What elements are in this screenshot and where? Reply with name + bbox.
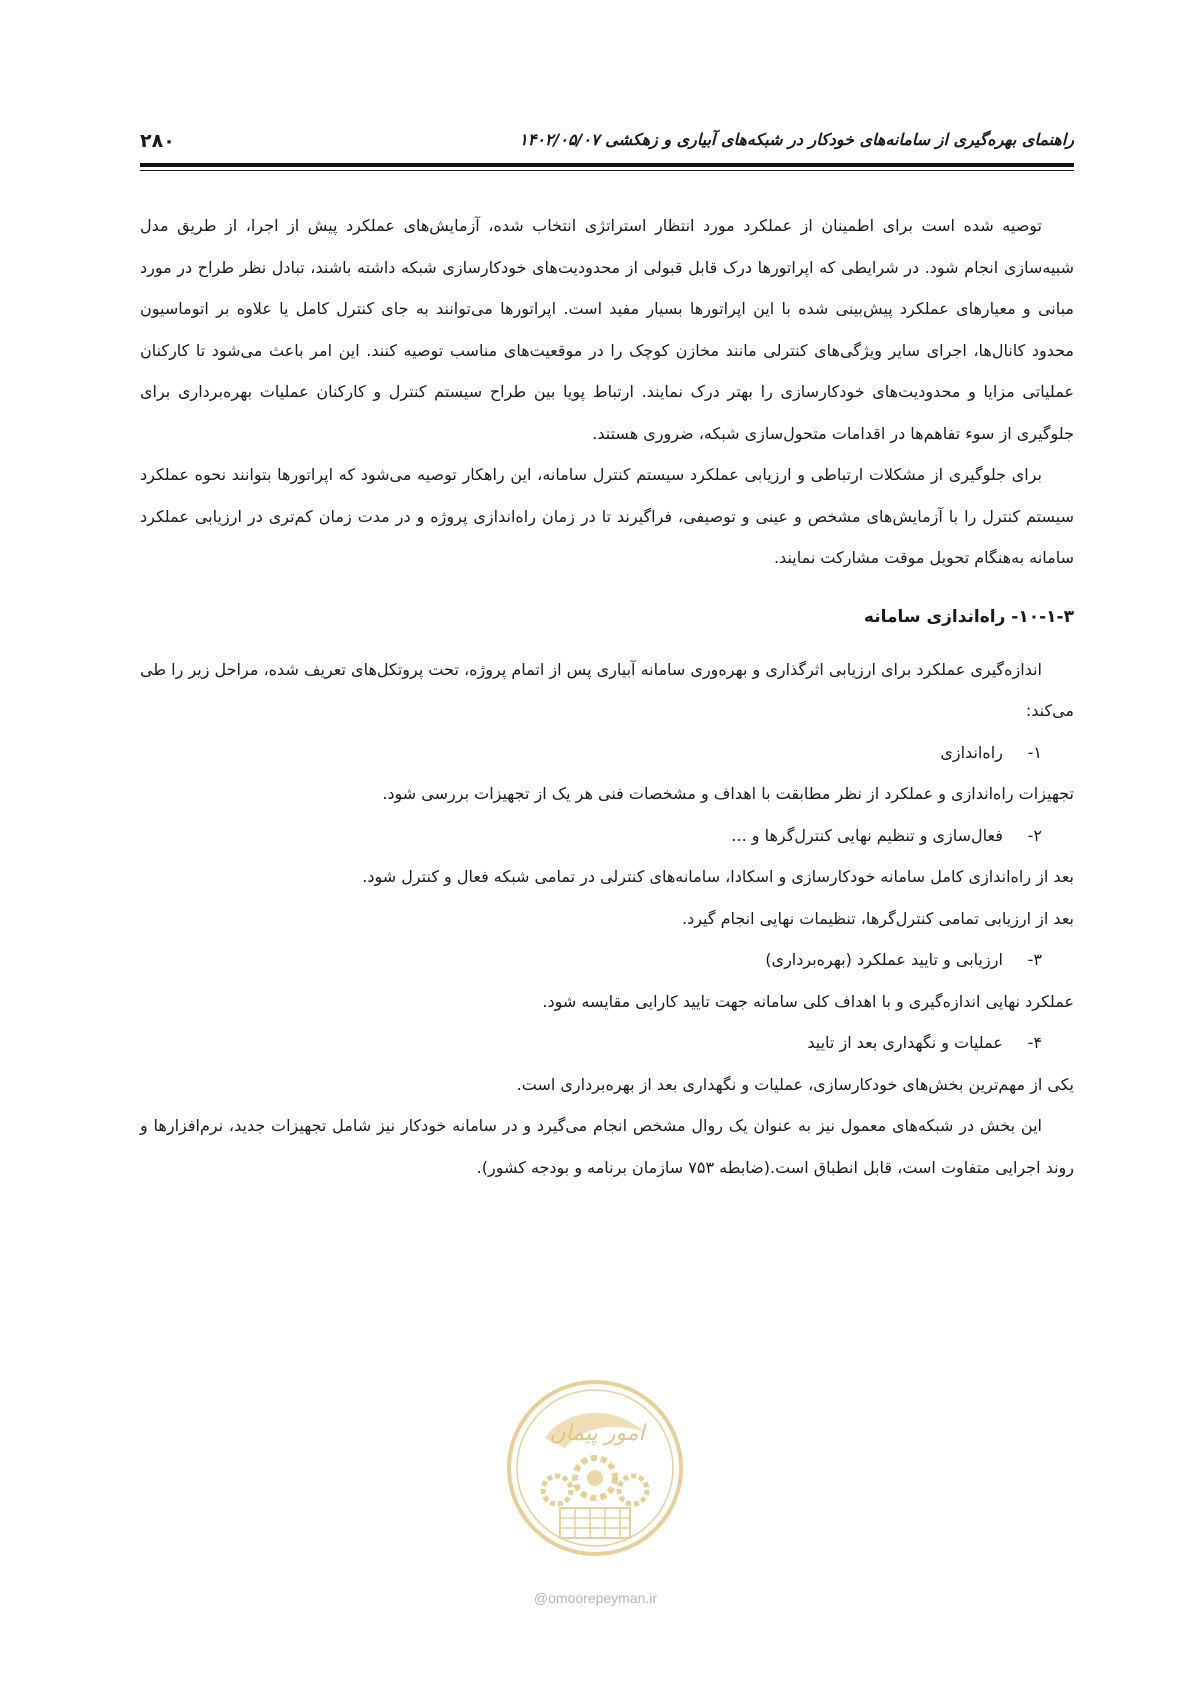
watermark-text: @omoorepeyman.ir bbox=[533, 1590, 658, 1606]
header-rule-thin bbox=[140, 170, 1074, 171]
paragraph-4: این بخش در شبکه‌های معمول نیز به عنوان یک روال مشخص انجام می‌گیرد و در سامانه خودکار نیز شامل تجهیزات جدید، نرم‌افزارها و روند اجرایی متفاوت است، قابل انطباق است.(ضابطه ۷۵۳ سازمان برنامه و بودجه کشور). bbox=[140, 1116, 1074, 1177]
running-title bbox=[491, 130, 1074, 149]
list-number: ۳- bbox=[1027, 950, 1042, 969]
list-description: عملکرد نهایی اندازه‌گیری و با اهداف کلی سامانه جهت تایید کارایی مقایسه شود. bbox=[542, 991, 1074, 1011]
list-number: ۲- bbox=[1027, 825, 1042, 845]
list-number: ۴- bbox=[1027, 1033, 1042, 1052]
section-heading: ۱۰-۱-۳- راه‌اندازی سامانه bbox=[863, 606, 1074, 627]
document-body bbox=[140, 205, 1074, 1188]
page-number: ۲۸۰ bbox=[140, 130, 175, 152]
paragraph-3: اندازه‌گیری عملکرد برای ارزیابی اثرگذاری و بهره‌وری سامانه آبیاری پس از اتمام پروژه، تحت پروتکل‌های تعریف شده، مراحل زیر را طی می‌کند: bbox=[140, 659, 1074, 720]
list-label: راه‌اندازی bbox=[940, 742, 1003, 762]
list-description: تجهیزات راه‌اندازی و عملکرد از نظر مطابقت با اهداف و مشخصات فنی هر یک از تجهیزات بررسی شود. bbox=[382, 784, 1074, 803]
omoorepeyman-logo-icon bbox=[505, 1378, 685, 1558]
list-item bbox=[140, 732, 1074, 774]
list-label: عملیات و نگهداری بعد از تایید bbox=[807, 1033, 1003, 1052]
list-item bbox=[140, 939, 1074, 981]
page-header bbox=[140, 122, 1074, 162]
header-title: راهنمای بهره‌گیری از سامانه‌های خودکار در شبکه‌های آبیاری و زهکشی bbox=[605, 130, 1074, 149]
paragraph-2: برای جلوگیری از مشکلات ارتباطی و ارزیابی عملکرد سیستم کنترل سامانه، این راهکار توصیه می‌شود که اپراتورها بتوانند نحوه عملکرد سیستم کنترل را با آزمایش‌های مشخص و عینی و توصیفی، فراگیرند تا در زمان راه‌اندازی پروژه و در مدت زمان کم‌تری در ارزیابی عملکرد سامانه به‌هنگام تحویل موقت مشارکت نمایند. bbox=[140, 465, 1074, 567]
list-description: بعد از راه‌اندازی کامل سامانه خودکارسازی و اسکادا، سامانه‌های کنترلی در تمامی شبکه فعال و کنترل شود. bbox=[362, 867, 1074, 886]
list-label: ارزیابی و تایید عملکرد (بهره‌برداری) bbox=[765, 950, 1003, 969]
paragraph-1: توصیه شده است برای اطمینان از عملکرد مورد انتظار استراتژی انتخاب شده، آزمایش‌های عملکرد پیش از اجرا، از طریق مدل شبیه‌سازی انجام شود. در شرایطی که اپراتورها درک قابل قبولی از محدودیت‌های خودکارسازی شبکه داشته باشند، تبادل نظر طراح در مورد مبانی و معیارهای عملکرد پیش‌بینی شده با این اپراتورها بسیار مفید است. اپراتورها می‌توانند به جای کنترل کامل یا علاوه بر اتوماسیون محدود کانال‌ها، اجرای سایر ویژگی‌های کنترلی مانند مخازن کوچک را در موقعیت‌های مناسب توصیه کنند. این امر باعث می‌شود تا کارکنان عملیاتی مزایا و محدودیت‌های خودکارسازی را بهتر درک نمایند. ارتباط پویا بین طراح سیستم کنترل و کارکنان عملیات بهره‌برداری برای جلوگیری از سوء تفاهم‌ها در اقدامات متحول‌سازی شبکه، ضروری هستند. bbox=[140, 216, 1074, 443]
list-item bbox=[140, 815, 1074, 857]
list-number: ۱- bbox=[1027, 742, 1042, 762]
header-date: ۱۴۰۲/۰۵/۰۷ bbox=[519, 130, 600, 149]
list-description: یکی از مهم‌ترین بخش‌های خودکارسازی، عملیات و نگهداری بعد از بهره‌برداری است. bbox=[516, 1074, 1074, 1094]
list-label: فعال‌سازی و تنظیم نهایی کنترل‌گرها و ... bbox=[731, 825, 1003, 845]
list-item bbox=[140, 1022, 1074, 1064]
svg-text:امور پیمان: امور پیمان bbox=[549, 1421, 645, 1446]
header-rule-thick bbox=[140, 163, 1074, 167]
list-description: بعد از ارزیابی تمامی کنترل‌گرها، تنظیمات نهایی انجام گیرد. bbox=[682, 908, 1074, 928]
